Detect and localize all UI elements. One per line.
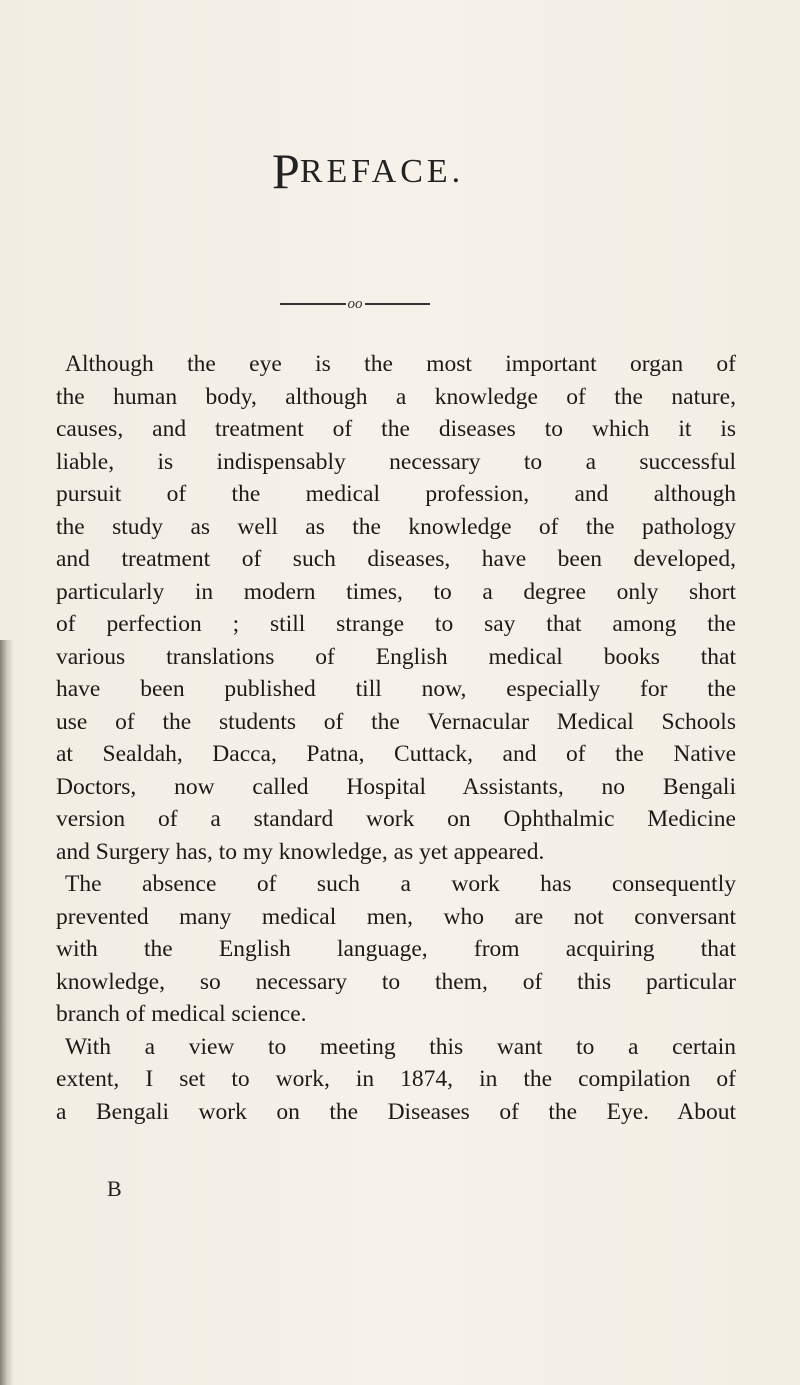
- text-line: branch of medical science.: [56, 1001, 307, 1027]
- text-line: at Sealdah, Dacca, Patna, Cuttack, and of the Native: [56, 741, 736, 767]
- signature-mark: B: [107, 1176, 122, 1201]
- text-line: causes, and treatment of the diseases to which it is: [56, 416, 736, 442]
- text-line: liable, is indispensably necessary to a successful: [56, 448, 736, 475]
- text-line: of perfection ; still strange to say that among the: [56, 611, 736, 637]
- title-ornament: [280, 294, 430, 314]
- text-line: With a view to meeting this want to a certain: [65, 1033, 736, 1060]
- text-line: have been published till now, especially for the: [56, 676, 736, 702]
- preface-body: [56, 348, 736, 1128]
- ornament-rule-left: [280, 303, 346, 305]
- text-line: use of the students of the Vernacular Medical Schools: [56, 708, 736, 735]
- text-line: knowledge, so necessary to them, of this particular: [56, 968, 736, 995]
- text-line: particularly in modern times, to a degree only short: [56, 578, 736, 605]
- page-title: [272, 136, 465, 199]
- title-dropcap: P: [272, 143, 300, 199]
- text-line: Doctors, now called Hospital Assistants, no Bengali: [56, 773, 736, 800]
- text-line: prevented many medical men, who are not conversant: [56, 903, 736, 930]
- title-rest: REFACE.: [299, 153, 465, 190]
- text-line: version of a standard work on Ophthalmic Medicine: [56, 806, 736, 832]
- text-line: and Surgery has, to my knowledge, as yet appeared.: [56, 838, 545, 865]
- text-line: Although the eye is the most important organ of: [65, 351, 736, 377]
- text-line: and treatment of such diseases, have been developed,: [56, 546, 736, 572]
- page-edge-shadow: [0, 640, 14, 1385]
- text-line: with the English language, from acquiring that: [56, 936, 736, 962]
- text-line: pursuit of the medical profession, and although: [56, 481, 736, 507]
- text-line: the human body, although a knowledge of the nature,: [56, 383, 736, 410]
- ornament-rule-right: [365, 303, 431, 305]
- text-line: a Bengali work on the Diseases of the Eye. About: [56, 1098, 736, 1125]
- text-line: various translations of English medical books that: [56, 643, 736, 670]
- text-line: the study as well as the knowledge of the pathology: [56, 513, 736, 540]
- text-line: extent, I set to work, in 1874, in the compilation of: [56, 1066, 736, 1092]
- ornament-mark: oo: [347, 295, 363, 312]
- text-line: The absence of such a work has consequently: [65, 871, 736, 897]
